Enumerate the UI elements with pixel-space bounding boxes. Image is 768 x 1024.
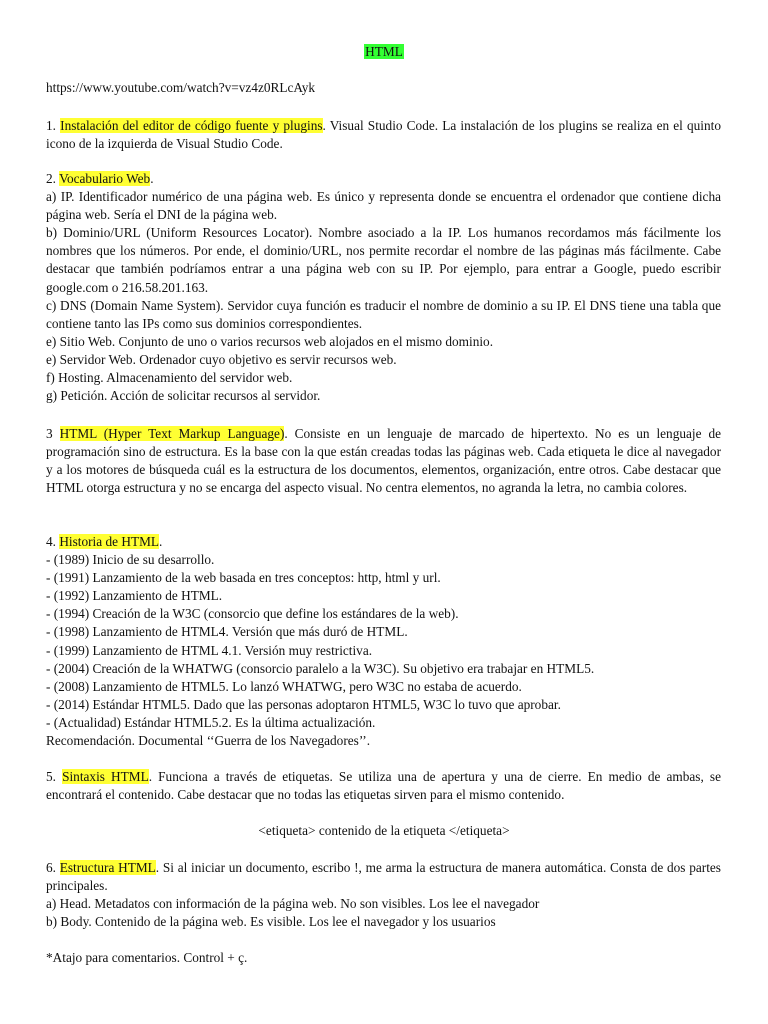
section-1-heading: Instalación del editor de código fuente y plugins	[60, 118, 323, 133]
section-6-intro	[46, 859, 721, 895]
history-item: - (1994) Creación de la W3C (consorcio que define los estándares de la web).	[46, 606, 459, 622]
document-title	[0, 43, 768, 61]
history-item: - (2014) Estándar HTML5. Dado que las personas adoptaron HTML5, W3C lo tuvo que aprobar.	[46, 696, 561, 712]
section-2-heading-dot: .	[150, 171, 154, 186]
section-1-number: 1.	[46, 118, 56, 133]
history-item: - (2004) Creación de la WHATWG (consorcio paralelo a la W3C). Su objetivo era trabajar en HTML5.	[46, 660, 595, 676]
tag-example: <etiqueta> contenido de la etiqueta </etiqueta>	[258, 823, 510, 838]
history-item: - (Actualidad) Estándar HTML5.2. Es la última actualización.	[46, 714, 376, 730]
section-5-number: 5.	[46, 769, 56, 784]
section-2-heading-line	[46, 170, 721, 188]
section-2	[46, 170, 721, 405]
section-4-number: 4.	[46, 534, 56, 549]
section-1	[46, 117, 721, 153]
section-4-heading-dot: .	[159, 534, 163, 549]
section-3-heading: HTML (Hyper Text Markup Language)	[59, 426, 285, 441]
vocab-item: e) Servidor Web. Ordenador cuyo objetivo es servir recursos web.	[46, 351, 397, 367]
history-item: - (1989) Inicio de su desarrollo.	[46, 552, 215, 568]
video-link[interactable]: https://www.youtube.com/watch?v=vz4z0RLcAyk	[46, 80, 316, 95]
vocab-item: b) Dominio/URL (Uniform Resources Locator). Nombre asociado a la IP. Los humanos recordamos más fácilmente los nombres que los números. Por ende, el dominio/URL, nos permite recordar el nombre de las páginas más fácilmente. Cabe destacar que también podríamos entrar a una página web con su IP. Por ejemplo, para entrar a Google, puedo escribir google.com o 216.58.201.163.	[46, 225, 721, 295]
structure-item: b) Body. Contenido de la página web. Es visible. Los lee el navegador y los usuarios	[46, 914, 496, 930]
section-4	[46, 533, 721, 750]
section-5-text: . Funciona a través de etiquetas. Se utiliza una de apertura y una de cierre. En medio de ambas, se encontrará el contenido. Cabe destacar que no todas las etiquetas sirven para el mismo contenido.	[46, 769, 721, 803]
history-item: - (1998) Lanzamiento de HTML4. Versión que más duró de HTML.	[46, 624, 408, 640]
section-2-heading: Vocabulario Web	[59, 171, 151, 186]
vocab-item: g) Petición. Acción de solicitar recursos al servidor.	[46, 388, 321, 404]
history-item: - (2008) Lanzamiento de HTML5. Lo lanzó WHATWG, pero W3C no estaba de acuerdo.	[46, 678, 522, 694]
vocab-item: c) DNS (Domain Name System). Servidor cuya función es traducir el nombre de dominio a su IP. El DNS tiene una tabla que contiene tanto las IPs como sus dominios correspondientes.	[46, 297, 721, 331]
vocab-item: e) Sitio Web. Conjunto de uno o varios recursos web alojados en el mismo dominio.	[46, 333, 494, 349]
history-item: - (1991) Lanzamiento de la web basada en tres conceptos: http, html y url.	[46, 570, 441, 586]
section-3-text: . Consiste en un lenguaje de marcado de hipertexto. No es un lenguaje de programación sino de estructura. Es la base con la que están creadas todas las páginas web. Cada etiqueta le dice al navegador y a los motores de búsqueda cuál es la estructura de los documentos, elementos, organización, entre otros. Cabe destacar que HTML otorga estructura y no se encarga del aspecto visual. No centra elementos, no agranda la letra, no cambia colores.	[46, 426, 721, 496]
section-6-text: . Si al iniciar un documento, escribo !, me arma la estructura de manera automática. Consta de dos partes principales.	[46, 860, 721, 894]
section-5-heading: Sintaxis HTML	[62, 769, 149, 784]
section-1-text: . Visual Studio Code. La instalación de los plugins se realiza en el quinto icono de la izquierda de Visual Studio Code.	[46, 118, 721, 152]
structure-item: a) Head. Metadatos con información de la página web. No son visibles. Los lee el navegador	[46, 896, 540, 912]
section-3-number: 3	[46, 426, 53, 441]
section-4-heading: Historia de HTML	[59, 534, 160, 549]
section-4-heading-line	[46, 533, 721, 551]
section-5	[46, 768, 721, 804]
history-item: - (1999) Lanzamiento de HTML 4.1. Versión muy restrictiva.	[46, 642, 373, 658]
title-highlight: HTML	[365, 44, 403, 59]
vocab-item: f) Hosting. Almacenamiento del servidor web.	[46, 370, 293, 386]
history-item: - (1992) Lanzamiento de HTML.	[46, 588, 223, 604]
section-6	[46, 859, 721, 931]
section-6-number: 6.	[46, 860, 56, 875]
recommendation: Recomendación. Documental ‘‘Guerra de los Navegadores’’.	[46, 733, 371, 749]
vocab-item: a) IP. Identificador numérico de una página web. Es único y representa donde se encuentra el ordenador que contiene dicha página web. Sería el DNI de la página web.	[46, 189, 721, 223]
shortcut-note: *Atajo para comentarios. Control + ç.	[46, 950, 248, 965]
section-2-number: 2.	[46, 171, 56, 186]
section-3	[46, 425, 721, 497]
section-6-heading: Estructura HTML	[59, 860, 156, 875]
